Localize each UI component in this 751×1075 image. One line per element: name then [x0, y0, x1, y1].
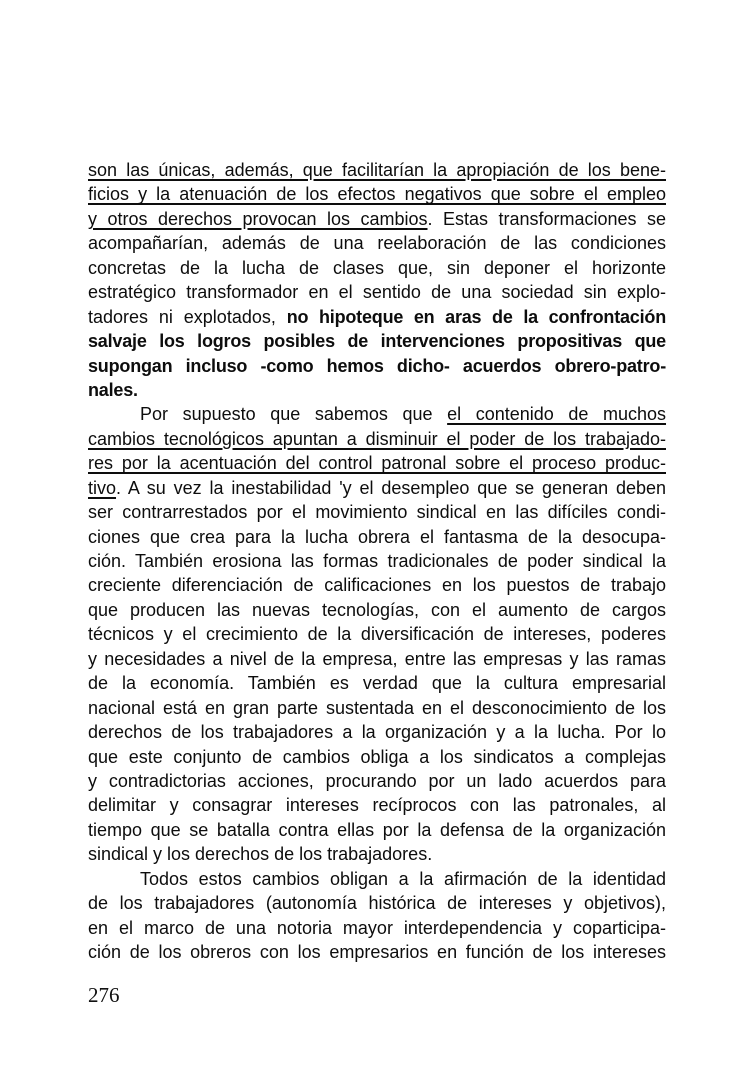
text-segment: nacional está en gran parte sustentada en el desconocimiento de los [88, 697, 666, 718]
text-segment: delimitar y consagrar intereses recíprocos con las patronales, al [88, 795, 666, 816]
text-segment: res por la acentuación del control patronal sobre el proceso produc- [88, 453, 666, 474]
text-segment: Todos estos cambios obligan a la afirmación de la identidad [140, 868, 666, 889]
text-line [88, 231, 666, 255]
text-line [88, 818, 666, 842]
text-segment: creciente diferenciación de calificaciones en los puestos de trabajo [88, 575, 666, 596]
text-segment: y necesidades a nivel de la empresa, entre las empresas y las ramas [88, 648, 666, 669]
text-line [88, 696, 666, 720]
text-line [88, 500, 666, 524]
text-segment: ción. También erosiona las formas tradicionales de poder sindical la [88, 551, 666, 571]
text-line [88, 256, 666, 280]
text-line [88, 207, 666, 231]
text-segment: . A su vez la inestabilidad 'y el desempleo que se generan deben [116, 477, 666, 498]
page-number: 276 [88, 983, 120, 1007]
text-segment: derechos de los trabajadores a la organización y a la lucha. Por lo [88, 722, 666, 743]
text-line [88, 451, 666, 475]
text-line [88, 182, 666, 206]
text-line [88, 354, 666, 378]
text-segment: de la economía. También es verdad que la cultura empresarial [88, 673, 666, 694]
text-segment: sindical y los derechos de los trabajadores. [88, 844, 433, 865]
text-line [88, 573, 666, 597]
text-segment: tiempo que se batalla contra ellas por la defensa de la organización [88, 819, 666, 840]
text-segment: Por supuesto que sabemos que [140, 404, 448, 425]
text-line [88, 793, 666, 817]
text-line [88, 720, 666, 744]
text-line [88, 549, 666, 573]
text-line [88, 525, 666, 549]
text-segment: cambios tecnológicos apuntan a disminuir el poder de los trabajado- [88, 428, 666, 449]
text-segment: . Estas transformaciones se [427, 208, 666, 229]
text-segment: tadores ni explotados, [88, 306, 287, 327]
text-segment: y otros derechos provocan los cambios [88, 208, 428, 229]
text-segment: en el marco de una notoria mayor interdependencia y coparticipa- [88, 917, 666, 938]
text-segment: y contradictorias acciones, procurando por un lado acuerdos para [88, 770, 666, 791]
text-line [88, 745, 666, 769]
text-segment: técnicos y el crecimiento de la diversificación de intereses, poderes [88, 624, 666, 645]
text-line [88, 622, 666, 646]
text-line [88, 305, 666, 329]
text-line [88, 842, 666, 866]
text-segment: son las únicas, además, que facilitarían la apropiación de los bene- [88, 160, 666, 180]
text-line [88, 940, 666, 964]
text-segment: supongan incluso -como hemos dicho- acuerdos obrero-patro- [88, 355, 666, 376]
text-segment: acompañarían, además de una reelaboración de las condiciones [88, 233, 666, 254]
text-segment: no hipoteque en aras de la confrontación [286, 306, 666, 327]
text-line [88, 916, 666, 940]
text-line [88, 280, 666, 304]
text-line [88, 598, 666, 622]
text-line [88, 378, 666, 402]
text-line [88, 769, 666, 793]
text-segment: concretas de la lucha de clases que, sin deponer el horizonte [88, 257, 666, 278]
text-segment: nales. [88, 379, 138, 400]
text-segment: ser contrarrestados por el movimiento sindical en las difíciles condi- [88, 502, 666, 523]
text-segment: salvaje los logros posibles de intervenciones propositivas que [88, 331, 666, 352]
text-line [88, 647, 666, 671]
text-line [88, 402, 666, 426]
text-line [88, 476, 666, 500]
text-segment: de los trabajadores (autonomía histórica de intereses y objetivos), [88, 893, 666, 914]
text-segment: el contenido de muchos [447, 404, 667, 425]
text-line [88, 427, 666, 451]
text-segment: que este conjunto de cambios obliga a los sindicatos a complejas [88, 746, 666, 767]
text-segment: ciones que crea para la lucha obrera el fantasma de la desocupa- [88, 526, 666, 547]
text-segment: estratégico transformador en el sentido de una sociedad sin explo- [88, 282, 666, 303]
text-line [88, 671, 666, 695]
text-line [88, 891, 666, 915]
text-segment: tivo [88, 477, 117, 498]
text-block [88, 158, 666, 964]
text-line [88, 329, 666, 353]
text-line [88, 158, 666, 182]
text-segment: que producen las nuevas tecnologías, con el aumento de cargos [88, 599, 666, 620]
text-segment: ficios y la atenuación de los efectos negativos que sobre el empleo [88, 184, 666, 205]
text-segment: ción de los obreros con los empresarios en función de los intereses [88, 942, 666, 962]
text-line [88, 867, 666, 891]
